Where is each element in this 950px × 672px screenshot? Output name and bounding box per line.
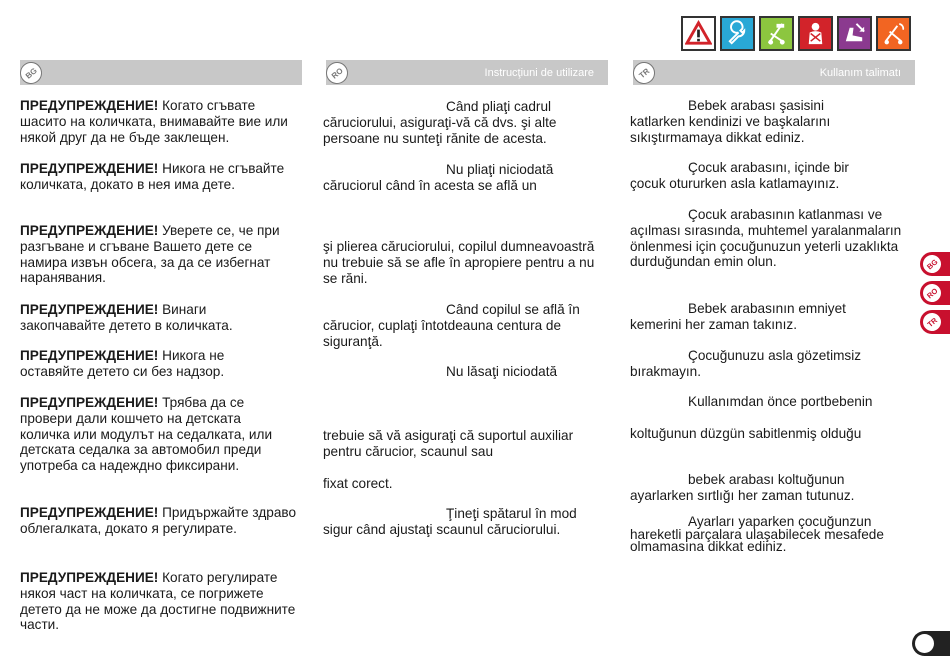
language-badge-tr: TR xyxy=(629,58,660,89)
tr-column-title: Kullanım talimatı xyxy=(819,67,901,79)
tr-paragraph-6: Kullanımdan önce portbebenin xyxy=(688,394,873,409)
ro-paragraph-7: fixat corect. xyxy=(323,476,393,491)
ro-paragraph-1: Când pliaţi cadrul căruciorului, asiguraţi-vă că dvs. şi alte persoane nu sunteţi rănite de acesta. xyxy=(323,99,557,146)
bg-warning-5: ПРЕДУПРЕЖДЕНИЕ! Никога не оставяйте детето си без надзор. xyxy=(20,348,225,379)
language-tab-tr[interactable]: TR xyxy=(920,310,950,334)
wrench-icon xyxy=(720,16,755,51)
bg-warning-8: ПРЕДУПРЕЖДЕНИЕ! Когато регулирате някоя част на количката, се погрижете детето да не може да достигне подвижните части. xyxy=(20,570,296,633)
ro-paragraph-4: Când copilul se află în cărucior, cuplaţi întotdeauna centura de siguranţă. xyxy=(323,302,580,349)
ro-paragraph-2: Nu pliaţi niciodată căruciorul când în acesta se află un xyxy=(323,162,554,193)
tr-paragraph-8: bebek arabası koltuğunun ayarlarken sırtlığı her zaman tutunuz. xyxy=(630,472,855,503)
page-tab-circle xyxy=(915,634,934,653)
bg-warning-6: ПРЕДУПРЕЖДЕНИЕ! Трябва да се провери дали кошчето на детската количка или модулът на седалката, или детската седалка за автомобил преди употреба са надеждно фиксирани. xyxy=(20,395,273,474)
ro-column-title: Instrucţiuni de utilizare xyxy=(484,67,594,79)
car-seat-installation-icon xyxy=(837,16,872,51)
stroller-icon xyxy=(759,16,794,51)
bg-warning-3: ПРЕДУПРЕЖДЕНИЕ! Уверете се, че при разгъване и сгъване Вашето дете се намира извън обсега, за да се избегнат наранявания. xyxy=(20,223,280,286)
pictogram-row xyxy=(681,16,911,51)
bg-column-header xyxy=(20,60,302,85)
bg-warning-7: ПРЕДУПРЕЖДЕНИЕ! Придържайте здраво облегалката, докато я регулирате. xyxy=(20,505,297,536)
bg-warning-2: ПРЕДУПРЕЖДЕНИЕ! Никога не сгъвайте количката, докато в нея има дете. xyxy=(20,161,285,192)
tr-paragraph-5: Çocuğunuzu asla gözetimsiz bırakmayın. xyxy=(630,348,862,379)
ro-paragraph-5: Nu lăsaţi niciodată xyxy=(446,364,558,379)
language-badge-ro: RO xyxy=(322,58,353,89)
tr-paragraph-3: Çocuk arabasının katlanması ve açılması sırasında, muhtemel yaralanmaların önlenmesi için çocuğunuzun yeterli uzaklıkta durduğundan emin olun. xyxy=(630,207,902,270)
language-badge-bg: BG xyxy=(16,58,47,89)
tr-paragraph-4: Bebek arabasının emniyet kemerini her zaman takınız. xyxy=(630,301,846,332)
language-tab-ro[interactable]: RO xyxy=(920,281,950,305)
tr-paragraph-9: Ayarları yaparken çocuğunzun hareketli parçalara ulaşabilecek mesafede olmamasına dikkat ediniz. xyxy=(630,514,884,554)
ro-paragraph-8: Ţineţi spătarul în mod sigur când ajustaţi scaunul căruciorului. xyxy=(323,506,577,537)
bg-warning-4: ПРЕДУПРЕЖДЕНИЕ! Винаги закопчавайте детето в количката. xyxy=(20,302,233,333)
warning-triangle-icon xyxy=(681,16,716,51)
ro-paragraph-3: şi plierea căruciorului, copilul dumneavoastră nu trebuie să se afle în apropiere pentru a nu se răni. xyxy=(323,239,595,286)
child-seat-icon xyxy=(798,16,833,51)
tr-paragraph-2: Çocuk arabasını, içinde bir çocuk otururken asla katlamayınız. xyxy=(630,160,849,191)
language-tab-bg[interactable]: BG xyxy=(920,252,950,276)
tr-paragraph-1: Bebek arabası şasisini katlarken kendinizi ve başkalarını sıkıştırmamaya dikkat ediniz. xyxy=(630,98,831,145)
page-tab xyxy=(912,631,950,656)
tr-paragraph-7: koltuğunun düzgün sabitlenmiş olduğu xyxy=(630,426,862,441)
tr-column-header xyxy=(633,60,915,85)
bg-warning-1: ПРЕДУПРЕЖДЕНИЕ! Когато сгъвате шасито на количката, внимавайте вие или някой друг да не бъде заклещен. xyxy=(20,98,288,145)
ro-paragraph-6: trebuie să vă asiguraţi că suportul auxiliar pentru cărucior, scaunul sau xyxy=(323,428,574,459)
ro-column-header xyxy=(326,60,608,85)
stroller-folding-icon xyxy=(876,16,911,51)
